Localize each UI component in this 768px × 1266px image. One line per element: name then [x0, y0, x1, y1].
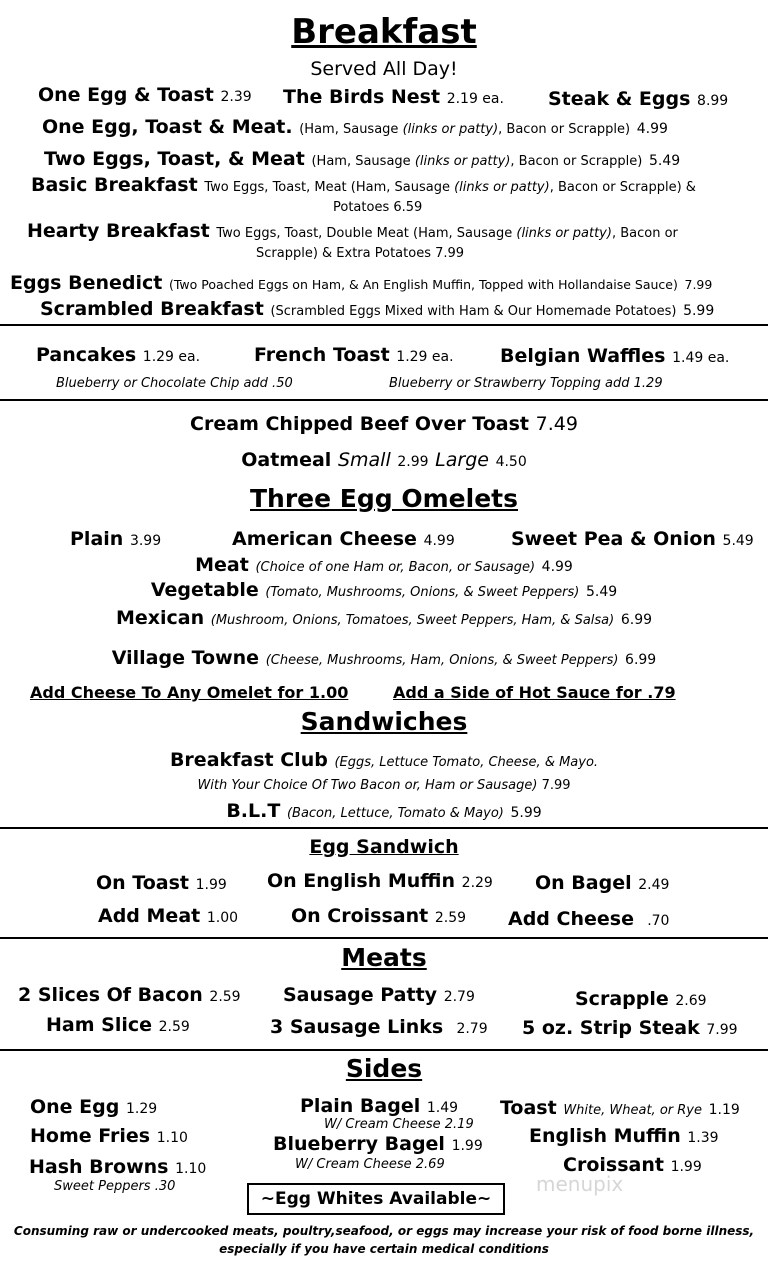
menu-item-on-toast: On Toast 1.99 — [96, 872, 227, 894]
divider — [0, 827, 768, 829]
watermark: menupix — [536, 1172, 624, 1196]
menu-item-pancakes: Pancakes 1.29 ea. — [36, 344, 201, 366]
menu-item-steak-eggs: Steak & Eggs 8.99 — [548, 88, 729, 110]
menu-item-meat-omelet: Meat (Choice of one Ham or, Bacon, or Sausage) 4.99 — [195, 554, 573, 576]
menu-item-bacon: 2 Slices Of Bacon 2.59 — [18, 984, 241, 1006]
breakfast-club-line2: With Your Choice Of Two Bacon or, Ham or Sausage) 7.99 — [197, 778, 571, 793]
sandwiches-heading: Sandwiches — [300, 707, 468, 736]
egg-sandwich-heading: Egg Sandwich — [309, 836, 459, 858]
menu-item-american-cheese-omelet: American Cheese 4.99 — [232, 528, 455, 550]
menu-item-sweet-pea-omelet: Sweet Pea & Onion 5.49 — [511, 528, 754, 550]
menu-item-breakfast-club: Breakfast Club (Eggs, Lettuce Tomato, Cheese, & Mayo. — [169, 749, 599, 771]
menu-item-birds-nest: The Birds Nest 2.19 ea. — [283, 86, 504, 108]
blueberry-bagel-note: W/ Cream Cheese 2.69 — [295, 1157, 445, 1172]
meats-heading: Meats — [341, 943, 427, 972]
add-hot-sauce-note: Add a Side of Hot Sauce for .79 — [393, 683, 676, 702]
menu-item-english-muffin: English Muffin 1.39 — [529, 1125, 719, 1147]
page-subtitle: Served All Day! — [310, 58, 458, 80]
menu-item-village-towne-omelet: Village Towne (Cheese, Mushrooms, Ham, Onions, & Sweet Peppers) 6.99 — [111, 647, 657, 669]
hash-browns-note: Sweet Peppers .30 — [54, 1179, 176, 1194]
pancake-note: Blueberry or Chocolate Chip add .50 — [56, 376, 293, 391]
divider — [0, 937, 768, 939]
menu-item-scrambled-breakfast: Scrambled Breakfast (Scrambled Eggs Mixed with Ham & Our Homemade Potatoes) 5.99 — [40, 298, 715, 320]
disclaimer-line1: Consuming raw or undercooked meats, poultry,seafood, or eggs may increase your risk of food borne illness, — [13, 1224, 755, 1238]
menu-item-on-bagel: On Bagel 2.49 — [535, 872, 670, 894]
add-cheese-note: Add Cheese To Any Omelet for 1.00 — [30, 683, 349, 702]
menu-item-hearty-breakfast: Hearty Breakfast Two Eggs, Toast, Double Meat (Ham, Sausage (links or patty), Bacon or — [27, 220, 678, 242]
omelets-heading: Three Egg Omelets — [250, 484, 518, 513]
disclaimer-line2: especially if you have certain medical conditions — [219, 1242, 549, 1256]
waffle-note: Blueberry or Strawberry Topping add 1.29 — [389, 376, 663, 391]
menu-item-scrapple: Scrapple 2.69 — [575, 988, 707, 1010]
menu-item-one-egg-toast: One Egg & Toast 2.39 — [38, 84, 252, 106]
plain-bagel-note: W/ Cream Cheese 2.19 — [324, 1117, 474, 1132]
menu-item-french-toast: French Toast 1.29 ea. — [254, 344, 454, 366]
menu-item-strip-steak: 5 oz. Strip Steak 7.99 — [522, 1017, 738, 1039]
menu-item-sausage-patty: Sausage Patty 2.79 — [283, 984, 475, 1006]
menu-item-hash-browns: Hash Browns 1.10 — [29, 1156, 207, 1178]
menu-item-plain-bagel: Plain Bagel 1.49 — [300, 1095, 459, 1117]
menu-item-two-eggs: Two Eggs, Toast, & Meat (Ham, Sausage (links or patty), Bacon or Scrapple) 5.49 — [44, 148, 681, 170]
menu-item-chipped-beef: Cream Chipped Beef Over Toast 7.49 — [190, 413, 578, 435]
menu-item-croissant: Croissant 1.99 — [563, 1154, 702, 1176]
menu-item-blueberry-bagel: Blueberry Bagel 1.99 — [273, 1133, 483, 1155]
menu-item-belgian-waffles: Belgian Waffles 1.49 ea. — [500, 345, 730, 367]
page-title: Breakfast — [291, 12, 477, 52]
divider — [0, 324, 768, 326]
sides-heading: Sides — [345, 1054, 423, 1083]
menu-item-toast: Toast White, Wheat, or Rye 1.19 — [500, 1097, 740, 1119]
menu-item-ham-slice: Ham Slice 2.59 — [46, 1014, 190, 1036]
menu-item-sausage-links: 3 Sausage Links 2.79 — [270, 1016, 488, 1038]
egg-whites-box: ~Egg Whites Available~ — [247, 1183, 505, 1215]
menu-item-one-egg-toast-meat: One Egg, Toast & Meat. (Ham, Sausage (links or patty), Bacon or Scrapple) 4.99 — [42, 116, 668, 138]
divider — [0, 399, 768, 401]
basic-breakfast-line2: Potatoes 6.59 — [333, 200, 423, 215]
menu-item-on-english-muffin: On English Muffin 2.29 — [267, 870, 493, 892]
menu-item-plain-omelet: Plain 3.99 — [70, 528, 162, 550]
hearty-breakfast-line2: Scrapple) & Extra Potatoes 7.99 — [256, 246, 465, 261]
menu-item-on-croissant: On Croissant 2.59 — [291, 905, 467, 927]
menu-item-add-meat: Add Meat 1.00 — [98, 905, 239, 927]
menu-item-blt: B.L.T (Bacon, Lettuce, Tomato & Mayo) 5.99 — [226, 800, 542, 822]
menu-item-mexican-omelet: Mexican (Mushroom, Onions, Tomatoes, Sweet Peppers, Ham, & Salsa) 6.99 — [115, 607, 653, 629]
menu-item-one-egg: One Egg 1.29 — [30, 1096, 158, 1118]
menu-item-eggs-benedict: Eggs Benedict (Two Poached Eggs on Ham, & An English Muffin, Topped with Hollandaise Sauce) 7.99 — [10, 272, 713, 294]
menu-item-home-fries: Home Fries 1.10 — [30, 1125, 188, 1147]
menu-item-oatmeal: Oatmeal Small 2.99 Large 4.50 — [241, 449, 527, 471]
menu-item-add-cheese: Add Cheese .70 — [508, 908, 670, 930]
divider — [0, 1049, 768, 1051]
menu-item-basic-breakfast: Basic Breakfast Two Eggs, Toast, Meat (Ham, Sausage (links or patty), Bacon or Scrapple) & — [31, 174, 696, 196]
menu-item-vegetable-omelet: Vegetable (Tomato, Mushrooms, Onions, & Sweet Peppers) 5.49 — [150, 579, 618, 601]
